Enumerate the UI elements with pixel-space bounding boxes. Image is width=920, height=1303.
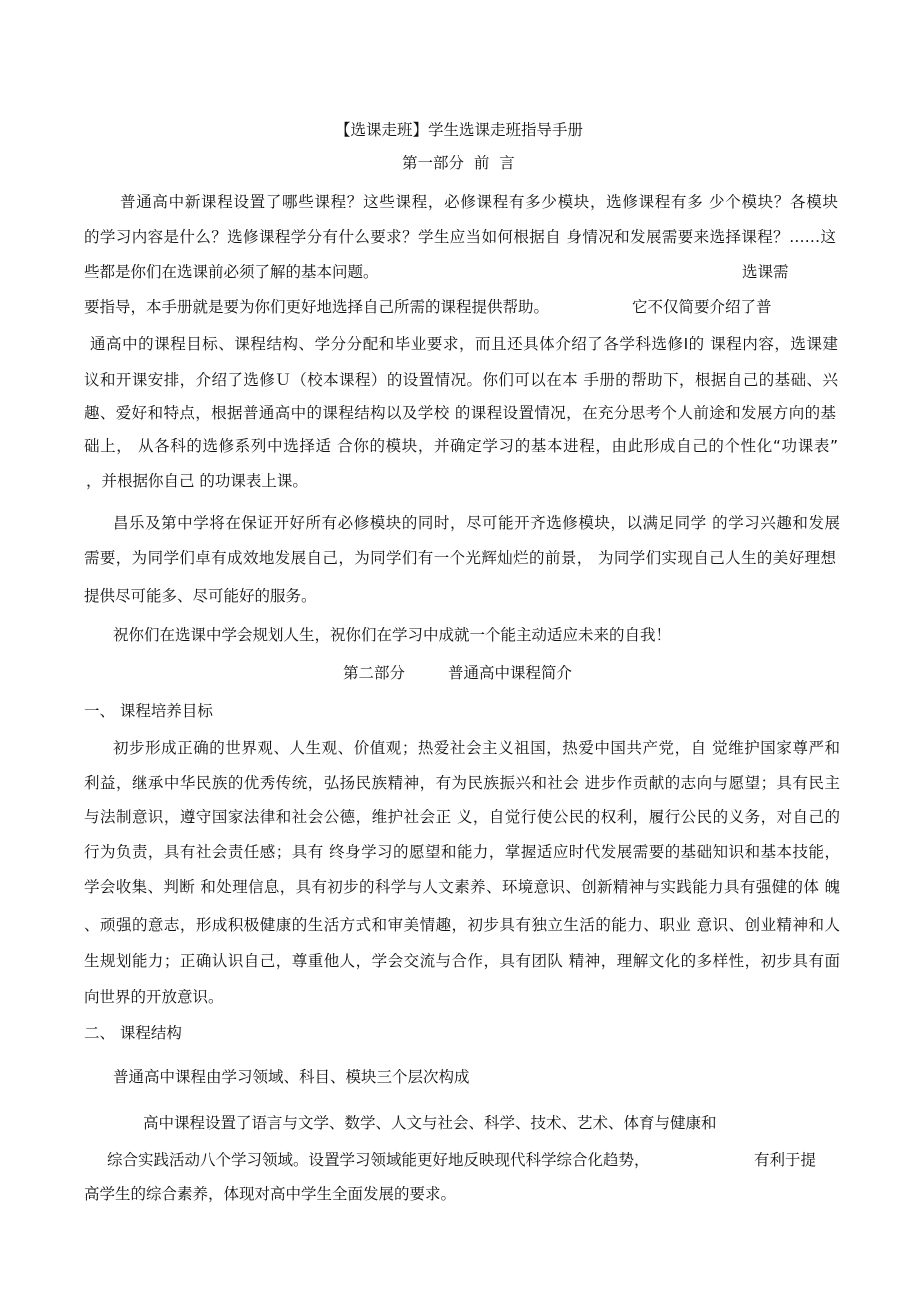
document-title: 【选课走班】学生选课走班指导手册 [335, 121, 584, 139]
text-line: 提供尽可能多、尽可能好的服务。 [84, 587, 317, 605]
part1-heading: 第一部分 前 言 [402, 154, 515, 172]
text-line: 有利于提 [754, 1151, 817, 1169]
text-line: 生规划能力；正确认识自己，尊重他人，学会交流与合作，具有团队 精神，理解文化的多样性，初步具有面 [84, 952, 840, 970]
preface-paragraph-3: 祝你们在选课中学会规划人生，祝你们在学习中成就一个能主动适应未来的自我！ [113, 626, 672, 644]
text-line: 行为负责，具有社会责任感；具有 终身学习的愿望和能力，掌握适应时代发展需要的基础知识和基本技能， [84, 843, 840, 861]
section-1-title: 一、 课程培养目标 [84, 702, 213, 720]
text-line: 高学生的综合素养，体现对高中学生全面发展的要求。 [84, 1185, 457, 1203]
text-line: 综合实践活动八个学习领域。设置学习领域能更好地反映现代科学综合化趋势， [107, 1151, 650, 1169]
text-line: 它不仅简要介绍了普 [632, 298, 772, 316]
text-line: 通高中的课程目标、课程结构、学分分配和毕业要求，而且还具体介绍了各学科选修Ⅰ的 课程内容，选课建 [90, 335, 838, 353]
text-line: 议和开课安排，介绍了选修Ｕ（校本课程）的设置情况。你们可以在本 手册的帮助下，根据自己的基础、兴 [84, 371, 838, 389]
part2-heading-title: 普通高中课程简介 [448, 664, 573, 682]
text-line: 些都是你们在选课前必须了解的基本问题。 [84, 263, 379, 281]
section-2-paragraph-1: 普通高中课程由学习领域、科目、模块三个层次构成 [113, 1068, 470, 1086]
text-line: 础上， 从各科的选修系列中选择适 合你的模块，并确定学习的基本进程，由此形成自己的个性化“功课表” [84, 437, 838, 455]
text-line: 高中课程设置了语言与文学、数学、人文与社会、科学、技术、艺术、体育与健康和 [143, 1114, 717, 1132]
text-line: 与法制意识，遵守国家法律和社会公德，维护社会正 义，自觉行使公民的权利，履行公民的义务，对自己的 [84, 808, 840, 826]
text-line: 利益，继承中华民族的优秀传统，弘扬民族精神，有为民族振兴和社会 进步作贡献的志向与愿望；具有民主 [84, 774, 840, 792]
text-line: 趣、爱好和特点，根据普通高中的课程结构以及学校 的课程设置情况，在充分思考个人前途和发展方向的基 [84, 404, 836, 422]
text-line: 学会收集、判断 和处理信息，具有初步的科学与人文素养、环境意识、创新精神与实践能力具有强健的体 魄 [84, 878, 840, 896]
text-line: ，并根据你自己 的功课表上课。 [86, 472, 308, 490]
text-line: 需要，为同学们卓有成效地发展自己，为同学们有一个光辉灿烂的前景， 为同学们实现自己人生的美好理想 [84, 549, 836, 567]
text-line: 初步形成正确的世界观、人生观、价值观；热爱社会主义祖国，热爱中国共产党，自 觉维护国家尊严和 [113, 739, 840, 757]
text-line: 普通高中新课程设置了哪些课程？这些课程，必修课程有多少模块，选修课程有多 少个模块？各模块 [120, 193, 838, 211]
part2-heading-label: 第二部分 [343, 664, 406, 682]
text-line: 的学习内容是什么？选修课程学分有什么要求？学生应当如何根据自 身情况和发展需要来选择课程？……这 [84, 228, 836, 246]
text-line: 向世界的开放意识。 [84, 988, 224, 1006]
text-line: 选课需 [742, 263, 789, 281]
section-2-title: 二、 课程结构 [84, 1024, 182, 1042]
text-line: 要指导，本手册就是要为你们更好地选择自己所需的课程提供帮助。 [84, 298, 550, 316]
text-line: 昌乐及第中学将在保证开好所有必修模块的同时，尽可能开齐选修模块，以满足同学 的学习兴趣和发展 [113, 514, 840, 532]
text-line: 、顽强的意志，形成积极健康的生活方式和审美情趣，初步具有独立生活的能力、职业 意识、创业精神和人 [84, 916, 840, 934]
